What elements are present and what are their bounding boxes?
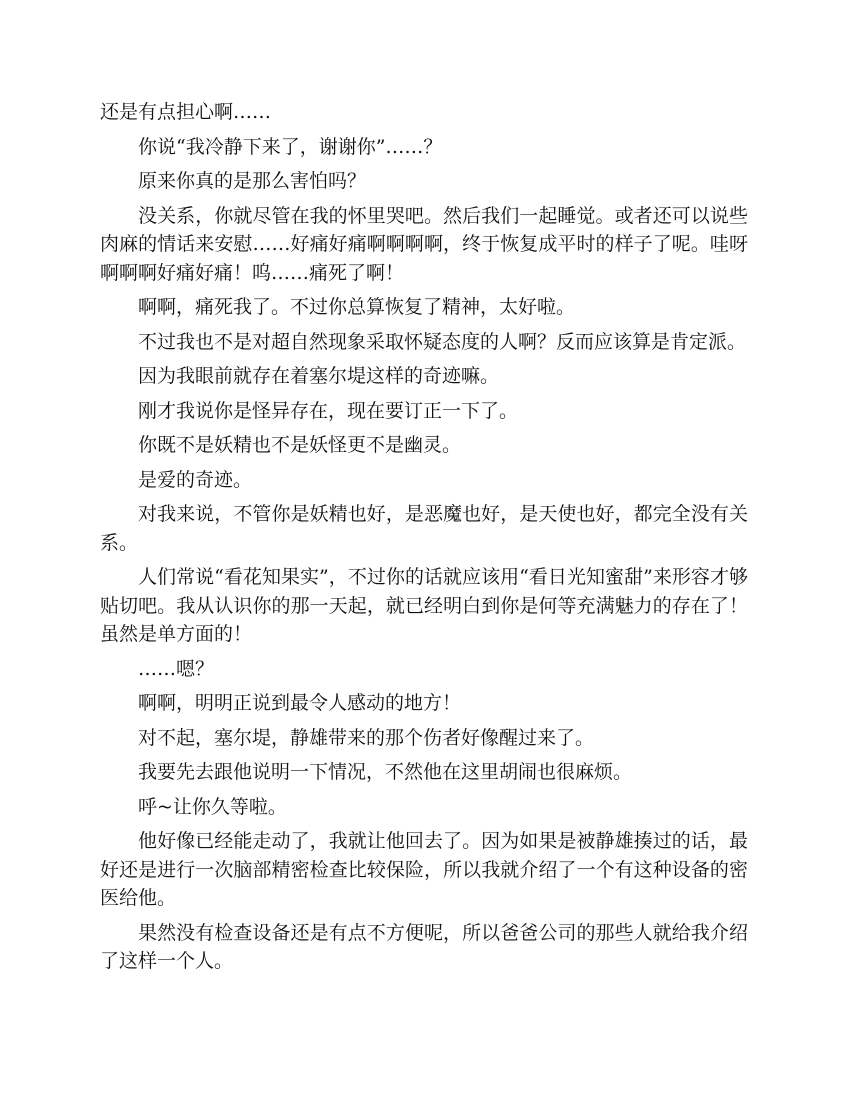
paragraph: 你说“我冷静下来了，谢谢你”……？ (138, 135, 443, 158)
paragraph: 刚才我说你是怪异存在，现在要订正一下了。 (138, 399, 519, 422)
paragraph: 果然没有检查设备还是有点不方便呢，所以爸爸公司的那些人就给我介绍了这样一个人。 (100, 921, 748, 972)
paragraph: ……嗯？ (138, 657, 215, 680)
paragraph: 啊啊，痛死我了。不过你总算恢复了精神，太好啦。 (138, 296, 576, 318)
paragraph: 你既不是妖精也不是妖怪更不是幽灵。 (138, 434, 462, 456)
paragraph: 没关系，你就尽管在我的怀里哭吧。然后我们一起睡觉。或者还可以说些肉麻的情话来安慰……好痛好痛啊啊啊啊，终于恢复成平时的样子了呢。哇呀啊啊啊好痛好痛！呜……痛死了啊！ (100, 204, 748, 284)
document-page (100, 98, 748, 982)
paragraph: 还是有点担心啊…… (100, 101, 272, 123)
paragraph: 他好像已经能走动了，我就让他回去了。因为如果是被静雄揍过的话，最好还是进行一次脑部精密检查比较保险，所以我就介绍了一个有这种设备的密医给他。 (100, 830, 748, 909)
paragraph: 对我来说，不管你是妖精也好，是恶魔也好，是天使也好，都完全没有关系。 (100, 503, 748, 554)
paragraph: 我要先去跟他说明一下情况，不然他在这里胡闹也很麻烦。 (138, 761, 633, 783)
paragraph: 呼~让你久等啦。 (138, 795, 287, 818)
paragraph: 原来你真的是那么害怕吗？ (138, 170, 367, 192)
paragraph: 对不起，塞尔堤，静雄带来的那个伤者好像醒过来了。 (138, 726, 595, 749)
paragraph: 啊啊，明明正说到最令人感动的地方！ (138, 692, 462, 714)
paragraph: 是爱的奇迹。 (138, 468, 253, 491)
paragraph: 因为我眼前就存在着塞尔堤这样的奇迹嘛。 (138, 365, 500, 387)
paragraph: 人们常说“看花知果实”，不过你的话就应该用“看日光知蜜甜”来形容才够贴切吧。我从认识你的那一天起，就已经明白到你是何等充满魅力的存在了！虽然是单方面的！ (100, 566, 748, 645)
paragraph: 不过我也不是对超自然现象采取怀疑态度的人啊？反而应该算是肯定派。 (138, 330, 747, 353)
